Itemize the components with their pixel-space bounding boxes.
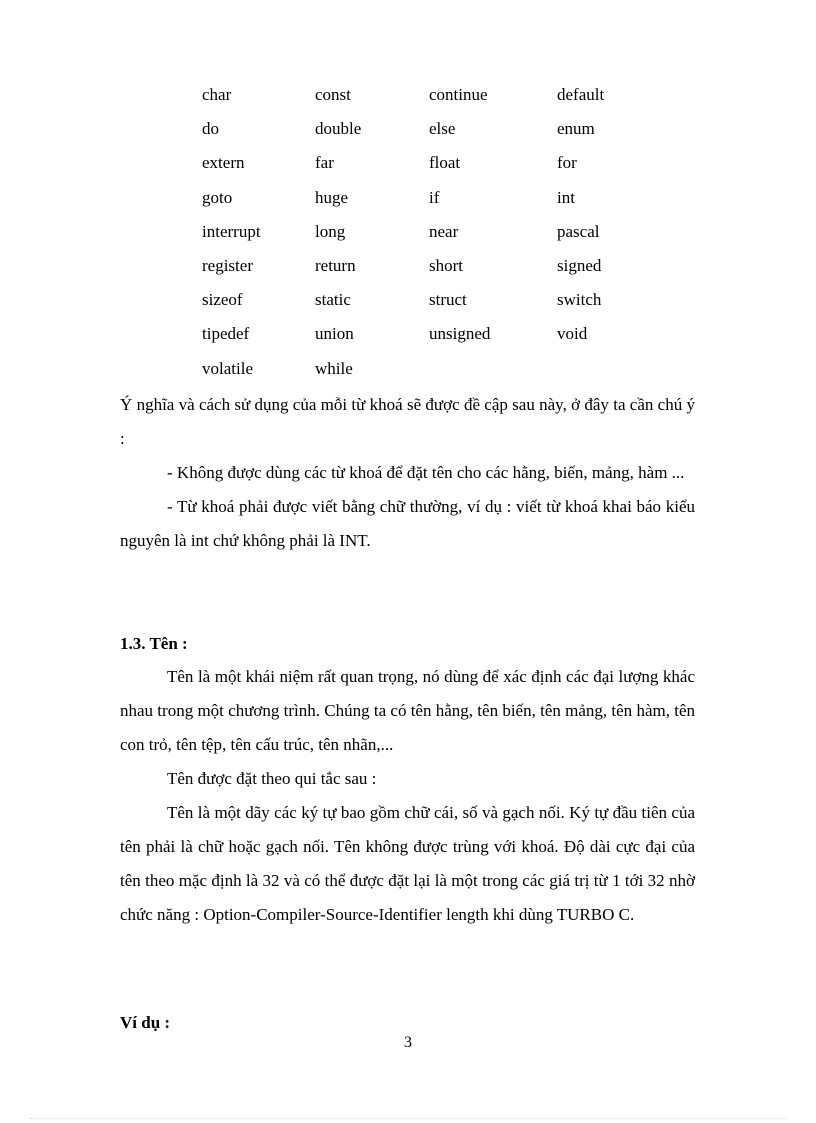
keyword: extern [202,153,245,173]
keyword: float [429,153,461,173]
keyword: goto [202,187,233,207]
keyword-notes [120,388,695,558]
name-section-body [120,660,695,932]
name-definition-paragraph: Tên là một khái niệm rất quan trọng, nó dùng để xác định các đại lượng khác nhau trong một chương trình. Chúng ta có tên hằng, tên biến, tên mảng, tên hàm, tên con trỏ, tên tệp, tên cấu trúc, tên nhãn,... [120,667,695,754]
keyword: static [315,290,351,310]
keyword-note-2: - Từ khoá phải được viết bằng chữ thường, ví dụ : viết từ khoá khai báo kiểu nguyên là int chứ không phải là INT. [120,497,695,550]
keyword: struct [429,290,467,310]
keyword: const [315,85,351,104]
name-rule-intro: Tên được đặt theo qui tắc sau : [167,769,377,788]
keyword: near [429,221,459,241]
keyword: huge [315,187,349,207]
page-number: 3 [404,1034,412,1051]
keyword: enum [557,119,595,139]
keyword: int [557,187,575,207]
keyword: switch [557,290,602,310]
keyword: double [315,119,362,139]
keyword: volatile [202,358,253,378]
keyword: long [315,221,346,241]
keyword: sizeof [202,290,243,310]
keyword: tipedef [202,324,250,344]
keyword-table [202,83,647,391]
keyword: short [429,255,463,275]
keyword: pascal [557,221,600,241]
keyword: while [315,358,353,378]
keyword: register [202,255,253,275]
keyword-note-1: - Không được dùng các từ khoá để đặt tên cho các hằng, biến, mảng, hàm ... [167,463,685,482]
keyword: do [202,119,219,139]
keyword: union [315,324,354,344]
page-bottom-divider [30,1118,786,1119]
name-rule-paragraph: Tên là một dãy các ký tự bao gồm chữ cái, số và gạch nối. Ký tự đầu tiên của tên phải là chữ hoặc gạch nối. Tên không được trùng với khoá. Độ dài cực đại của tên theo mặc định là 32 và có thể được đặt lại là một trong các giá trị từ 1 tới 32 nhờ chức năng : Option-Compiler-Source-Identifier length khi dùng TURBO C. [120,803,695,924]
keyword: signed [557,255,602,275]
keyword: unsigned [429,324,491,344]
section-heading: 1.3. Tên : [120,634,188,653]
example-heading: Ví dụ : [120,1013,171,1032]
keyword: return [315,255,356,275]
keyword-intro-paragraph: Ý nghĩa và cách sử dụng của mỗi từ khoá sẽ được đề cập sau này, ở đây ta cần chú ý : [120,395,695,448]
keyword: if [429,187,440,207]
keyword: interrupt [202,221,261,241]
keyword: for [557,153,577,173]
keyword: continue [429,85,488,104]
keyword: char [202,85,232,104]
keyword: far [315,153,334,173]
keyword: else [429,119,456,139]
keyword: void [557,324,588,344]
keyword: default [557,85,605,104]
